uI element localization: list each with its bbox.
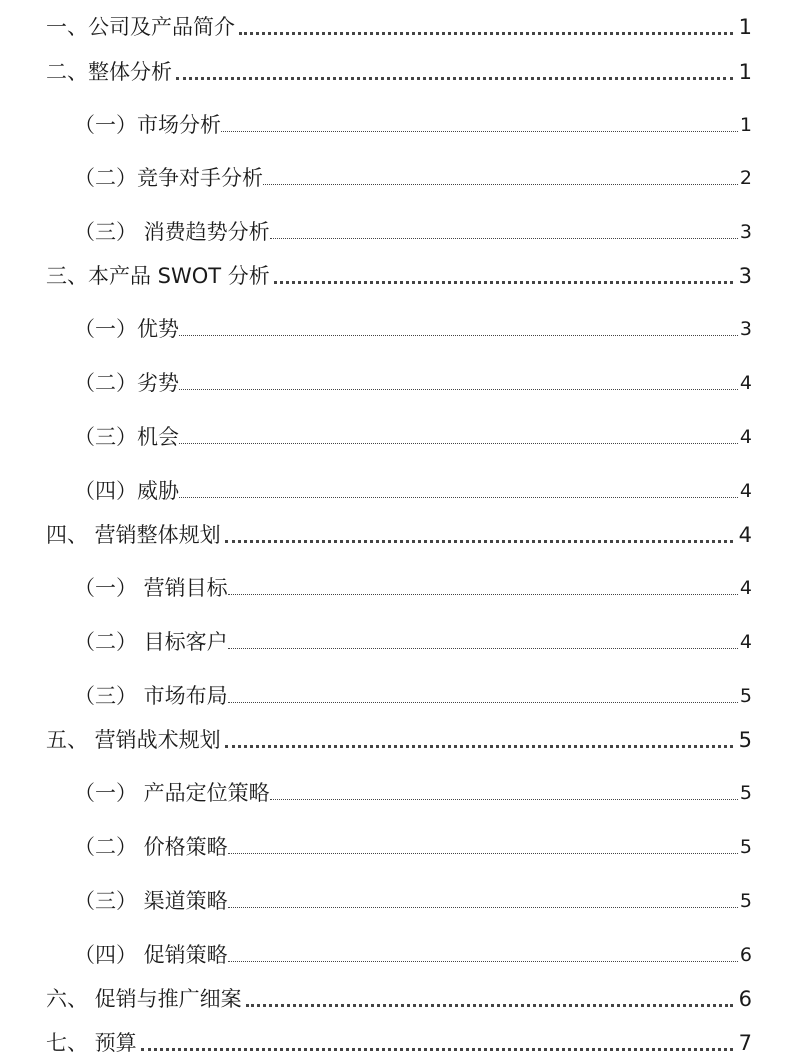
toc-entry[interactable] xyxy=(0,820,800,860)
toc-page-number: 4 xyxy=(739,480,752,502)
dot-leader xyxy=(228,648,738,649)
toc-entry[interactable] xyxy=(0,45,800,85)
dot-leader xyxy=(179,443,738,444)
toc-page-number: 6 xyxy=(738,987,752,1011)
toc-page-number: 4 xyxy=(739,631,752,653)
toc-entry[interactable] xyxy=(0,98,800,138)
toc-page-number: 1 xyxy=(739,114,752,136)
toc-entry[interactable] xyxy=(0,302,800,342)
toc-page-number: 1 xyxy=(738,15,752,39)
toc-entry[interactable] xyxy=(0,205,800,245)
dot-leader xyxy=(239,32,733,35)
dot-leader xyxy=(179,335,738,336)
toc-entry[interactable] xyxy=(0,410,800,450)
dot-leader xyxy=(221,131,738,132)
dot-leader xyxy=(141,1048,733,1051)
toc-entry[interactable] xyxy=(0,669,800,709)
toc-entry-title: （二）竞争对手分析 xyxy=(74,166,263,190)
toc-entry[interactable] xyxy=(0,928,800,968)
toc-page-number: 5 xyxy=(739,685,752,707)
toc-entry-title: 五、 营销战术规划 xyxy=(46,728,221,752)
toc-entry-title: （三） 消费趋势分析 xyxy=(74,220,270,244)
toc-entry-title: 三、本产品 SWOT 分析 xyxy=(46,264,270,288)
toc-entry-title: 六、 促销与推广细案 xyxy=(46,987,242,1011)
toc-entry[interactable] xyxy=(0,356,800,396)
dot-leader xyxy=(225,540,733,543)
dot-leader xyxy=(228,907,738,908)
toc-entry-title: 四、 营销整体规划 xyxy=(46,523,221,547)
dot-leader xyxy=(225,745,733,748)
toc-entry[interactable] xyxy=(0,874,800,914)
toc-entry-title: （一） 营销目标 xyxy=(74,576,228,600)
dot-leader xyxy=(228,853,738,854)
toc-page-number: 3 xyxy=(738,264,752,288)
toc-entry-title: （三）机会 xyxy=(74,425,179,449)
toc-entry[interactable] xyxy=(0,151,800,191)
toc-page-number: 6 xyxy=(739,944,752,966)
toc-entry[interactable] xyxy=(0,713,800,753)
toc-page-number: 4 xyxy=(739,577,752,599)
toc-page-number: 5 xyxy=(739,890,752,912)
toc-page-number: 5 xyxy=(738,728,752,752)
toc-entry-title: （三） 渠道策略 xyxy=(74,889,228,913)
dot-leader xyxy=(176,77,733,80)
toc-entry-title: （二） 目标客户 xyxy=(74,630,228,654)
toc-entry-title: （一） 产品定位策略 xyxy=(74,781,270,805)
toc-entry-title: 一、公司及产品简介 xyxy=(46,15,235,39)
toc-entry[interactable] xyxy=(0,972,800,1012)
toc-entry-title: （三） 市场布局 xyxy=(74,684,228,708)
dot-leader xyxy=(179,497,738,498)
dot-leader xyxy=(270,238,738,239)
toc-entry[interactable] xyxy=(0,464,800,504)
toc-page-number: 2 xyxy=(739,167,752,189)
toc-entry-title: 七、 预算 xyxy=(46,1031,137,1055)
dot-leader xyxy=(263,184,738,185)
toc-entry-title: （一）市场分析 xyxy=(74,113,221,137)
toc-page-number: 5 xyxy=(739,836,752,858)
dot-leader xyxy=(228,702,738,703)
toc-entry[interactable] xyxy=(0,0,800,40)
toc-entry-title: （四） 促销策略 xyxy=(74,943,228,967)
dot-leader xyxy=(228,961,738,962)
toc-entry[interactable] xyxy=(0,249,800,289)
toc-entry-title: （二） 价格策略 xyxy=(74,835,228,859)
toc-entry[interactable] xyxy=(0,615,800,655)
toc-page-number: 4 xyxy=(739,426,752,448)
toc-page-number: 4 xyxy=(738,523,752,547)
toc-entry-title: （四）威胁 xyxy=(74,479,179,503)
toc-page-number: 3 xyxy=(739,221,752,243)
dot-leader xyxy=(270,799,738,800)
toc-page-number: 4 xyxy=(739,372,752,394)
toc-entry[interactable] xyxy=(0,508,800,548)
toc-entry-title: （一）优势 xyxy=(74,317,179,341)
toc-entry-title: （二）劣势 xyxy=(74,371,179,395)
dot-leader xyxy=(274,281,733,284)
toc-entry[interactable] xyxy=(0,561,800,601)
toc-page-number: 5 xyxy=(739,782,752,804)
dot-leader xyxy=(228,594,738,595)
toc-page-number: 3 xyxy=(739,318,752,340)
toc-page-number: 7 xyxy=(738,1031,752,1055)
toc-entry[interactable] xyxy=(0,766,800,806)
toc-page-number: 1 xyxy=(738,60,752,84)
toc-entry[interactable] xyxy=(0,1016,800,1056)
toc-entry-title: 二、整体分析 xyxy=(46,60,172,84)
dot-leader xyxy=(246,1004,733,1007)
dot-leader xyxy=(179,389,738,390)
